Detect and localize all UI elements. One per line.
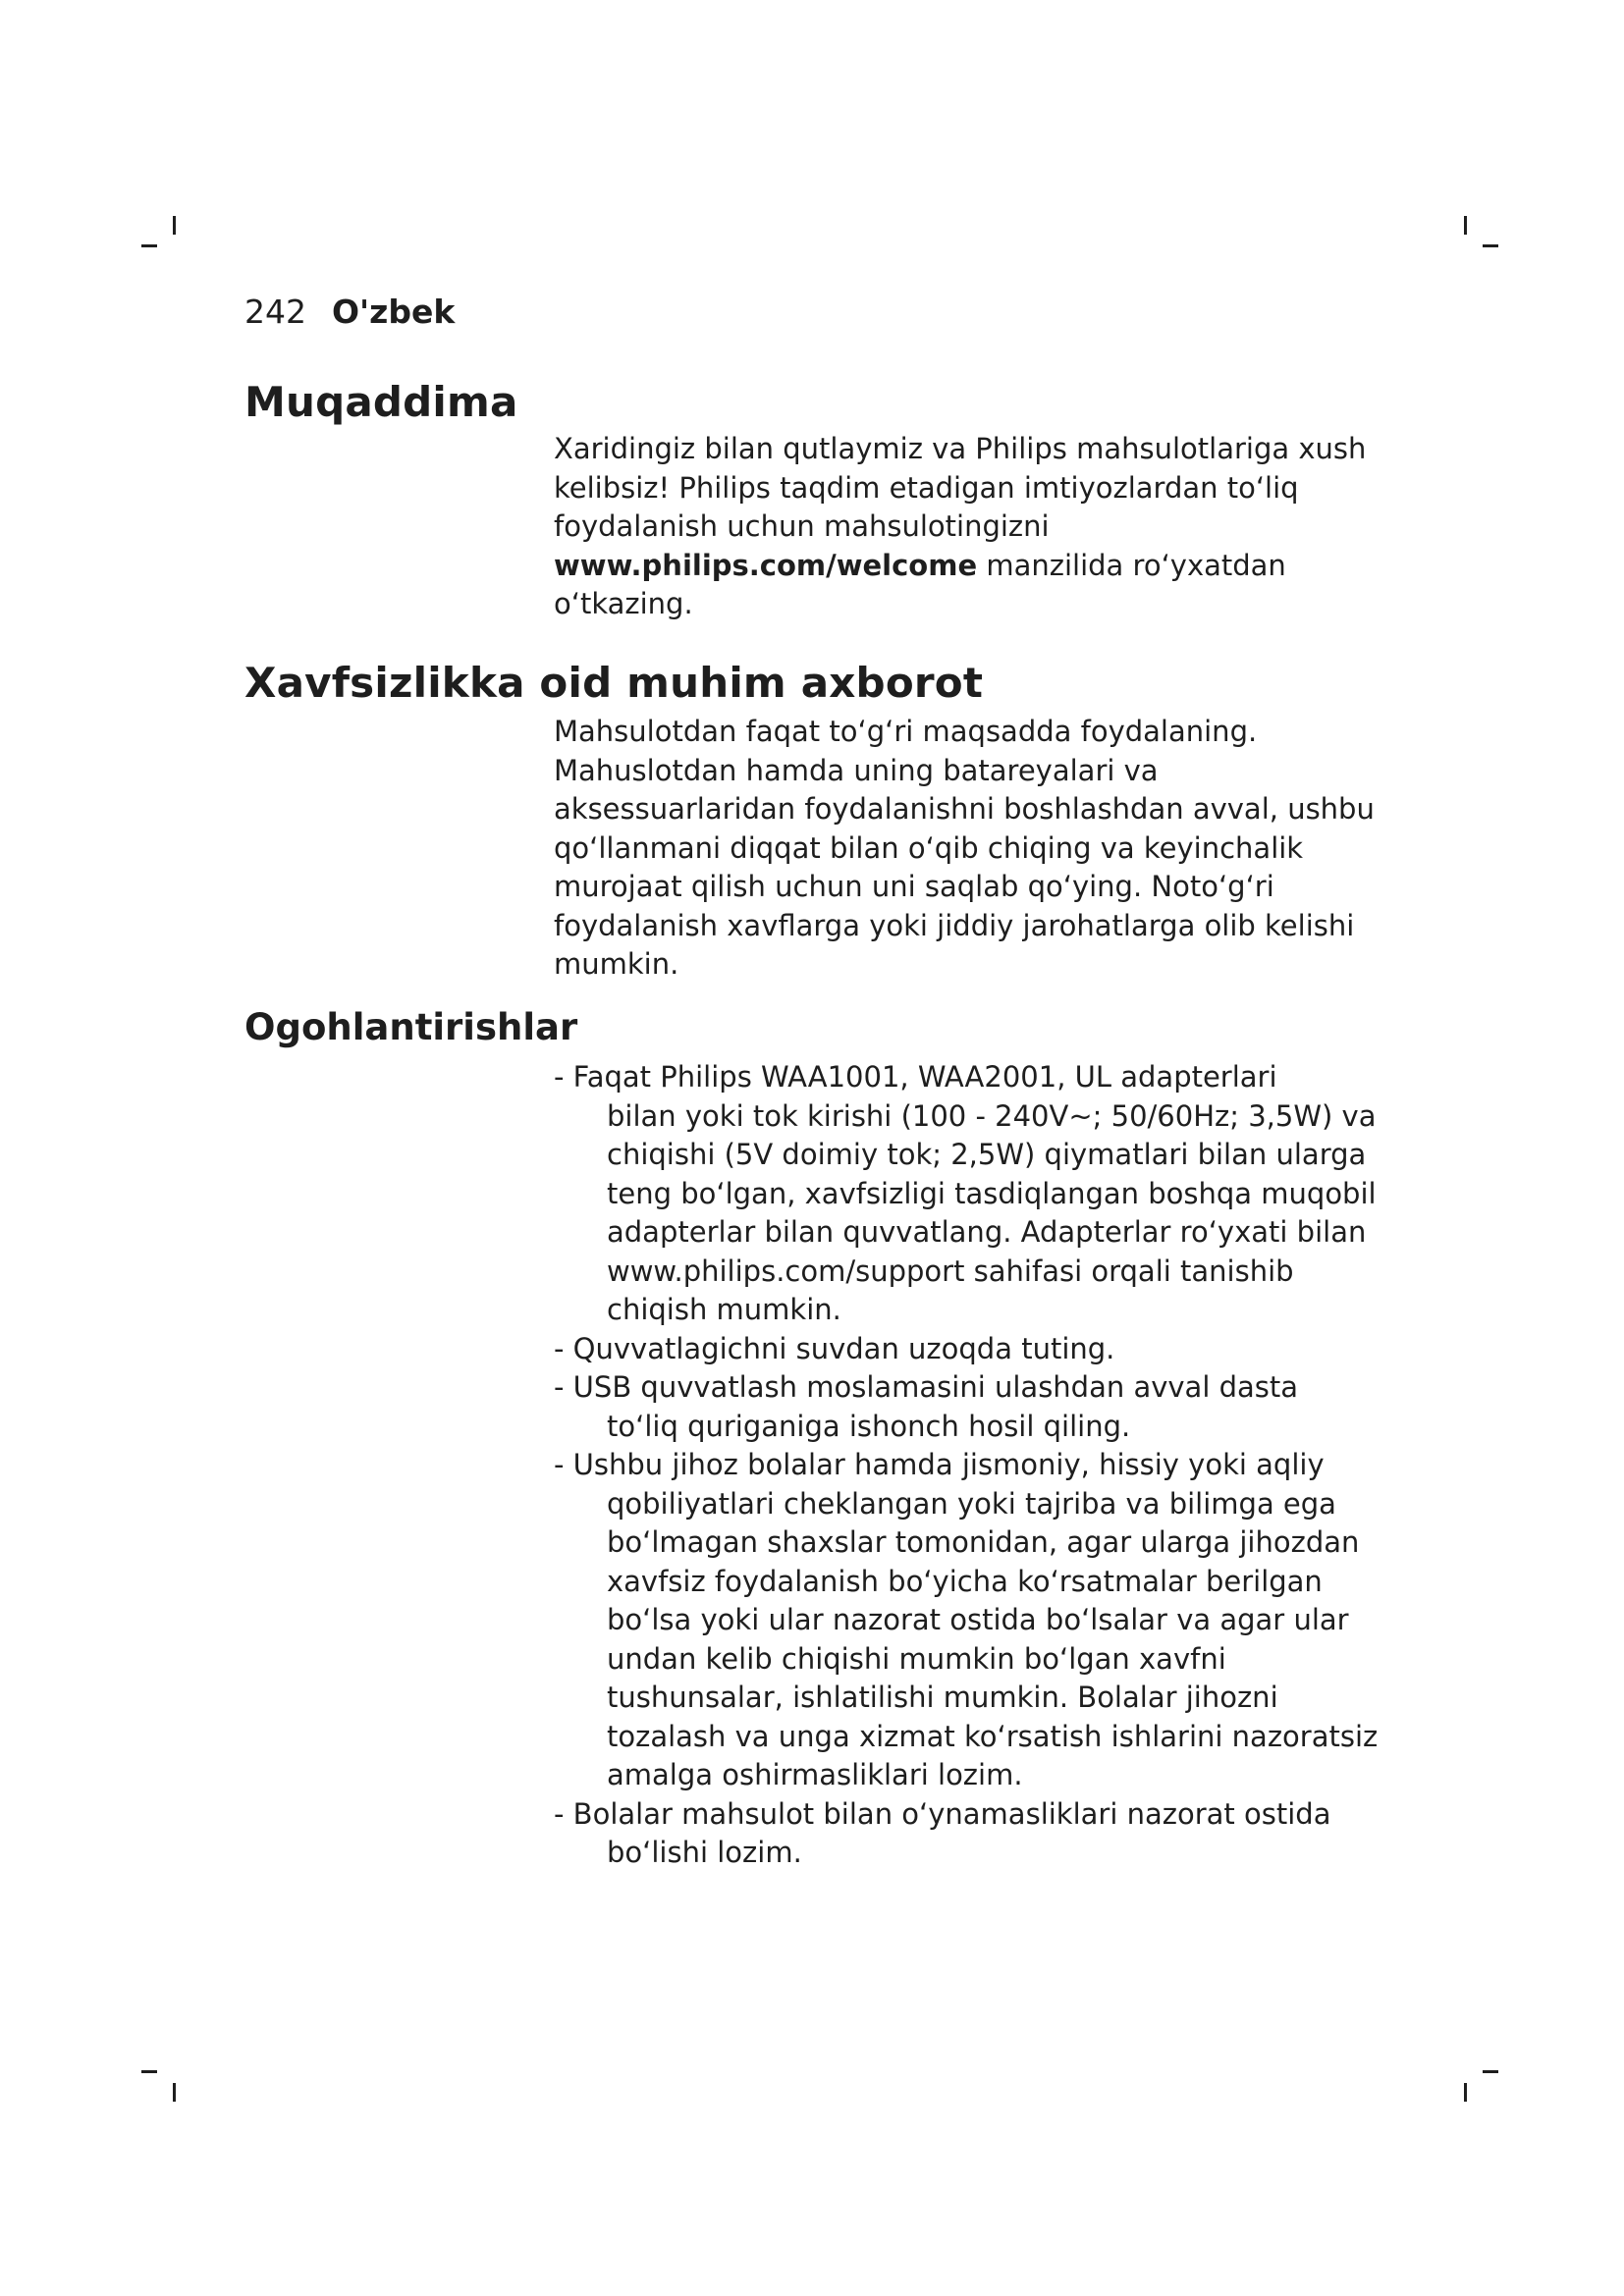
warnings-heading: Ogohlantirishlar: [244, 1006, 578, 1048]
warning-line: bo‘lishi lozim.: [607, 1836, 802, 1869]
safety-line: foydalanish xavflarga yoki jiddiy jarohatlarga olib kelishi: [554, 908, 1355, 942]
warning-line: qobiliyatlari cheklangan yoki tajriba va bilimga ega: [607, 1486, 1336, 1521]
warning-line: to‘liq quriganiga ishonch hosil qiling.: [607, 1409, 1131, 1443]
intro-link-tail: manzilida ro‘yxatdan: [977, 548, 1286, 582]
warning-line: amalga oshirmasliklari lozim.: [607, 1758, 1023, 1791]
intro-line: foydalanish uchun mahsulotingizni: [554, 509, 1050, 543]
warning-line: - Bolalar mahsulot bilan o‘ynamasliklari nazorat ostida: [554, 1796, 1331, 1831]
crop-mark-bottom-left-v: [173, 2083, 176, 2102]
warning-line: adapterlar bilan quvvatlang. Adapterlar ro‘yxati bilan: [607, 1215, 1367, 1249]
safety-line: qo‘llanmani diqqat bilan o‘qib chiqing va keyinchalik: [554, 830, 1304, 865]
crop-mark-bottom-right-h: [1483, 2070, 1498, 2073]
page-header: [244, 293, 455, 332]
warning-line: tushunsalar, ishlatilishi mumkin. Bolalar jihozni: [607, 1681, 1278, 1714]
warning-item: [554, 1058, 1418, 1330]
safety-line: Mahuslotdan hamda uning batareyalari va: [554, 753, 1159, 787]
crop-mark-top-left-v: [173, 216, 176, 235]
warning-item: [554, 1368, 1418, 1446]
warning-item: [554, 1330, 1418, 1369]
intro-text: [554, 430, 1418, 624]
intro-line: kelibsiz! Philips taqdim etadigan imtiyozlardan to‘liq: [554, 470, 1299, 505]
warning-item: [554, 1795, 1418, 1873]
safety-text: [554, 713, 1418, 985]
crop-mark-top-left-h: [141, 244, 157, 247]
safety-line: mumkin.: [554, 947, 679, 981]
crop-mark-bottom-right-v: [1464, 2083, 1467, 2102]
warning-item: [554, 1446, 1418, 1795]
safety-line: Mahsulotdan faqat to‘g‘ri maqsadda foydalaning.: [554, 715, 1258, 748]
crop-mark-top-right-h: [1483, 244, 1498, 247]
warning-line: bilan yoki tok kirishi (100 - 240V~; 50/60Hz; 3,5W) va: [607, 1098, 1377, 1133]
warning-line: teng bo‘lgan, xavfsizligi tasdiqlangan boshqa muqobil: [607, 1176, 1377, 1210]
safety-heading: Xavfsizlikka oid muhim axborot: [244, 659, 984, 707]
warning-line: chiqish mumkin.: [607, 1293, 841, 1326]
warning-line: - Faqat Philips WAA1001, WAA2001, UL adapterlari: [554, 1060, 1277, 1094]
warning-line: chiqishi (5V doimiy tok; 2,5W) qiymatlari bilan ularga: [607, 1138, 1367, 1171]
page-language: O'zbek: [332, 293, 456, 331]
warning-line: bo‘lmagan shaxslar tomonidan, agar ularga jihozdan: [607, 1525, 1360, 1559]
safety-line: murojaat qilish uchun uni saqlab qo‘ying. Noto‘g‘ri: [554, 870, 1274, 903]
crop-mark-bottom-left-h: [141, 2070, 157, 2073]
welcome-link[interactable]: www.philips.com/welcome: [554, 548, 978, 582]
warning-line: undan kelib chiqishi mumkin bo‘lgan xavfni: [607, 1641, 1226, 1676]
intro-link-line: [554, 547, 1418, 586]
intro-line: Xaridingiz bilan qutlaymiz va Philips mahsulotlariga xush: [554, 432, 1367, 465]
intro-heading: Muqaddima: [244, 378, 518, 426]
warning-line: - Ushbu jihoz bolalar hamda jismoniy, hissiy yoki aqliy: [554, 1448, 1325, 1481]
crop-mark-top-right-v: [1464, 216, 1467, 235]
warning-line: tozalash va unga xizmat ko‘rsatish ishlarini nazoratsiz: [607, 1719, 1379, 1753]
warning-line: - USB quvvatlash moslamasini ulashdan avval dasta: [554, 1370, 1299, 1404]
safety-line: aksessuarlaridan foydalanishni boshlashdan avval, ushbu: [554, 792, 1375, 826]
warning-line: bo‘lsa yoki ular nazorat ostida bo‘lsalar va agar ular: [607, 1603, 1349, 1636]
warning-line: www.philips.com/support sahifasi orqali tanishib: [607, 1254, 1294, 1288]
intro-line: o‘tkazing.: [554, 587, 693, 620]
warnings-list: [554, 1058, 1418, 1873]
page-number: 242: [244, 293, 306, 331]
warning-line: - Quvvatlagichni suvdan uzoqda tuting.: [554, 1331, 1115, 1365]
warning-line: xavfsiz foydalanish bo‘yicha ko‘rsatmalar berilgan: [607, 1564, 1323, 1598]
